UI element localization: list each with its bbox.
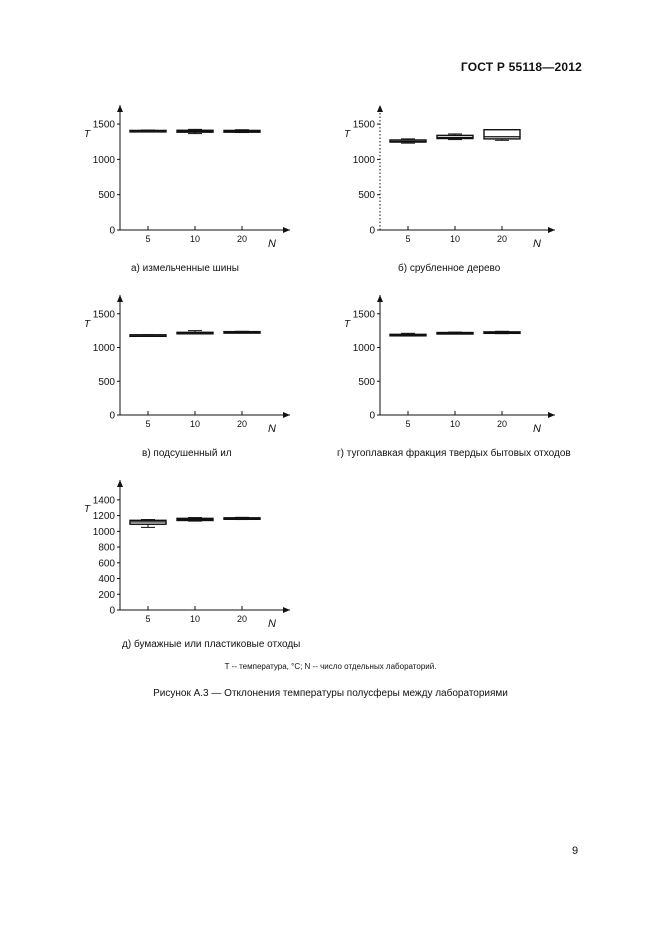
y-tick-label: 1500 [352, 309, 375, 321]
y-tick-label: 1000 [92, 154, 115, 166]
chart-panel-v [70, 285, 300, 435]
y-tick-label: 0 [109, 410, 115, 422]
y-tick-label: 500 [98, 376, 115, 388]
y-axis-label: T [84, 319, 91, 330]
x-tick-label: 20 [496, 234, 508, 244]
panel-v-caption: в) подсушенный ил [142, 448, 232, 459]
y-tick-label: 1500 [92, 119, 115, 131]
x-axis-arrow [283, 412, 290, 418]
y-tick-label: 0 [109, 225, 115, 237]
x-tick-label: 5 [145, 234, 151, 244]
y-axis-arrow [117, 480, 123, 487]
y-axis-arrow [377, 295, 383, 302]
y-axis-arrow [117, 295, 123, 302]
page-number: 9 [572, 845, 579, 857]
chart-panel-a [70, 95, 300, 250]
x-tick-label: 10 [189, 614, 201, 624]
x-axis-label: N [268, 618, 276, 630]
x-tick-label: 20 [236, 234, 248, 244]
x-axis-label: N [533, 238, 541, 250]
y-tick-label: 0 [369, 225, 375, 237]
y-axis-label: T [84, 504, 91, 515]
y-tick-label: 0 [109, 605, 115, 617]
x-axis-label: N [268, 423, 276, 435]
x-tick-label: 20 [236, 614, 248, 624]
x-axis-label: N [533, 423, 541, 435]
y-tick-label: 200 [98, 589, 115, 601]
y-axis-arrow [117, 105, 123, 112]
y-tick-label: 1200 [92, 511, 115, 523]
x-tick-label: 10 [449, 419, 461, 429]
y-axis-label: T [84, 129, 91, 140]
y-tick-label: 1000 [352, 343, 375, 354]
y-axis-label: T [344, 319, 351, 330]
y-tick-label: 400 [98, 574, 115, 586]
x-tick-label: 10 [189, 419, 201, 429]
figure-caption: Рисунок А.3 — Отклонения температуры полусферы между лабораториями [153, 688, 508, 699]
x-tick-label: 20 [496, 419, 508, 429]
panel-b-caption: б) срубленное дерево [398, 263, 501, 274]
y-tick-label: 500 [98, 190, 115, 202]
y-tick-label: 1500 [352, 119, 375, 131]
y-tick-label: 1000 [352, 154, 375, 166]
document-header: ГОСТ Р 55118—2012 [460, 60, 582, 74]
y-tick-label: 1000 [92, 343, 115, 354]
y-tick-label: 0 [369, 410, 375, 422]
panel-a-caption: а) измельченные шины [131, 263, 239, 274]
x-axis-label: N [268, 238, 276, 250]
chart-panel-b [330, 95, 565, 250]
y-tick-label: 800 [98, 542, 115, 554]
chart-panel-d [70, 470, 300, 630]
panel-g-caption: г) тугоплавкая фракция твердых бытовых отходов [337, 448, 571, 459]
y-axis-arrow [377, 105, 383, 112]
y-tick-label: 600 [98, 558, 115, 570]
y-tick-label: 1400 [92, 495, 115, 507]
x-tick-label: 5 [405, 419, 411, 429]
legend-note: T -- температура, °С; N -- число отдельных лабораторий. [224, 662, 437, 671]
panel-d-caption: д) бумажные или пластиковые отходы [122, 639, 301, 650]
x-tick-label: 20 [236, 419, 248, 429]
x-axis-arrow [548, 227, 555, 233]
x-axis-arrow [283, 227, 290, 233]
box [484, 130, 520, 139]
x-tick-label: 5 [145, 614, 151, 624]
x-axis-arrow [548, 412, 555, 418]
y-tick-label: 500 [358, 190, 375, 202]
y-axis-label: T [344, 129, 351, 140]
x-tick-label: 10 [189, 234, 201, 244]
x-tick-label: 5 [405, 234, 411, 244]
chart-panel-g [330, 285, 565, 435]
y-tick-label: 1500 [92, 309, 115, 321]
x-tick-label: 10 [449, 234, 461, 244]
x-tick-label: 5 [145, 419, 151, 429]
x-axis-arrow [283, 607, 290, 613]
y-tick-label: 1000 [92, 526, 115, 538]
y-tick-label: 500 [358, 376, 375, 388]
